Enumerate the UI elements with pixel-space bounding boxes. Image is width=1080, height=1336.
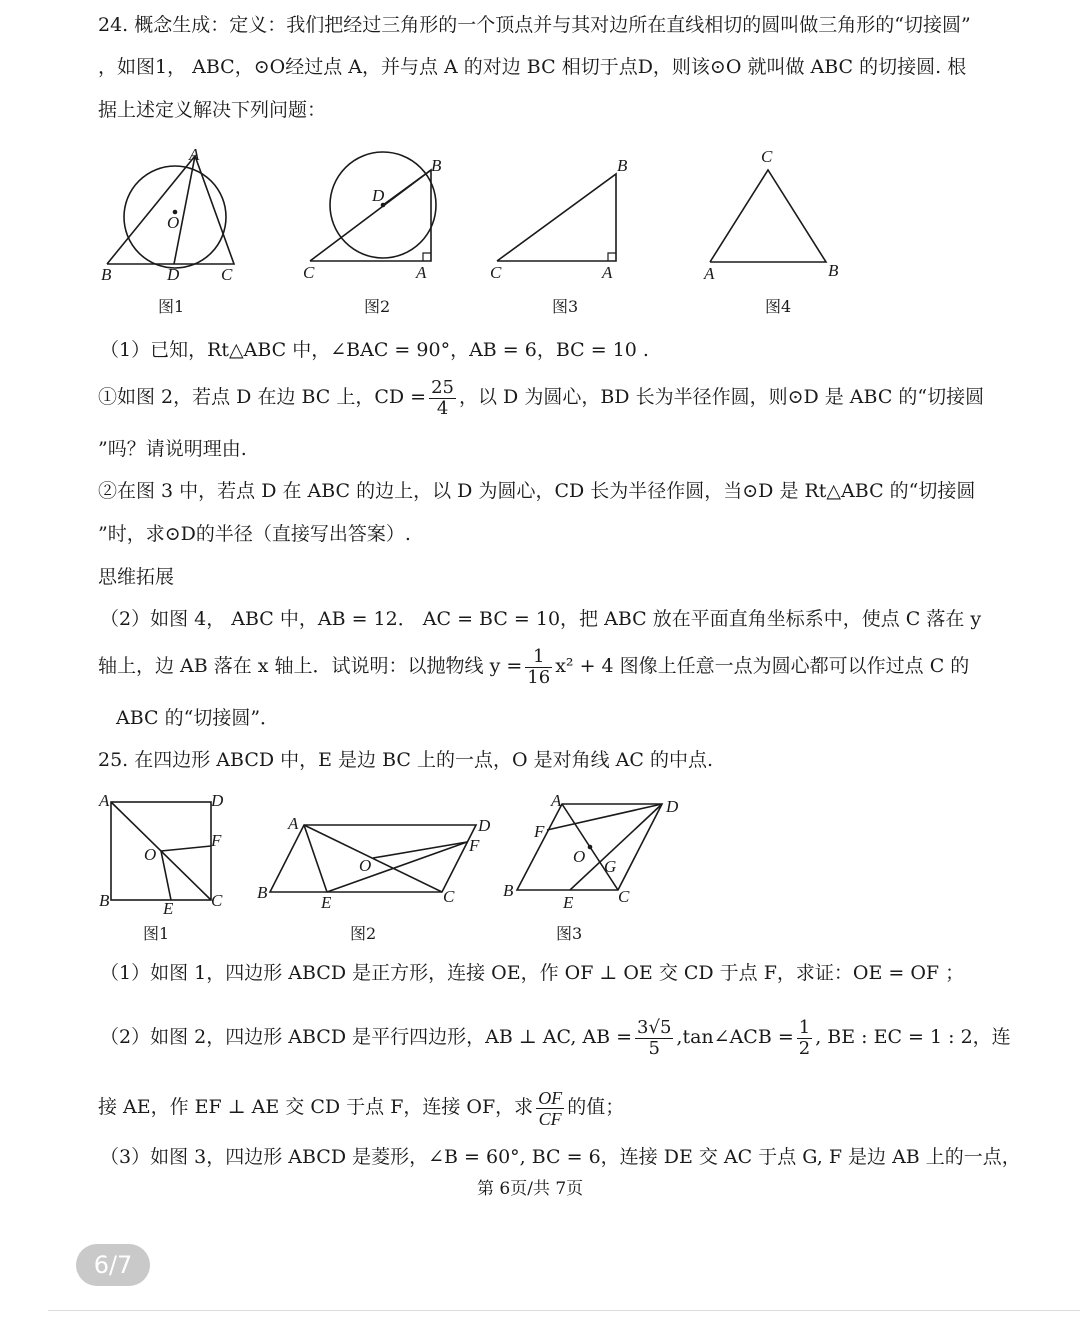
q25-fig3-caption: 图3 xyxy=(556,924,583,943)
q24-fig1-caption: 图1 xyxy=(158,297,185,316)
label-b: B xyxy=(617,156,628,175)
q24-part1a-post: ，以 D 为圆心，BD 长为半径作圆，则⊙D 是 ABC 的“切接圆 xyxy=(459,386,985,408)
label-e: E xyxy=(563,893,574,912)
bottom-divider xyxy=(48,1310,1080,1311)
q24-fig4-caption: 图4 xyxy=(765,297,792,316)
fraction-1-16: $\frac{1}{16}$ xyxy=(527,645,551,688)
label-a: A xyxy=(288,814,299,833)
label-a: A xyxy=(416,263,427,282)
label-o: O xyxy=(359,856,372,875)
label-a: A xyxy=(189,145,200,164)
section-heading: 思维拓展 xyxy=(98,566,175,588)
q25-part2: （2）如图 2，四边形 ABCD 是平行四边形，AB ⊥ AC, AB = $\frac{3√5}{5}$ ,tan∠ACB = $\frac{1}{2}$ , BE : EC = 1 : 2，连 xyxy=(100,1016,1011,1059)
label-c: C xyxy=(443,887,455,906)
label-b: B xyxy=(828,261,839,280)
label-c: C xyxy=(303,263,315,282)
label-o: O xyxy=(167,213,180,232)
label-d: D xyxy=(666,797,679,816)
label-a: A xyxy=(602,263,613,282)
label-c: C xyxy=(490,263,502,282)
q24-line3: 据上述定义解决下列问题： xyxy=(98,99,327,121)
q24-figure-3 xyxy=(485,155,635,290)
label-b: B xyxy=(431,156,442,175)
q24-part2-end: ABC 的“切接圆”． xyxy=(116,707,280,729)
fraction-1-2: $\frac{1}{2}$ xyxy=(798,1016,811,1059)
page-footer: 第 6页/共 7页 xyxy=(477,1179,584,1199)
label-a: A xyxy=(704,264,715,283)
label-e: E xyxy=(163,899,174,918)
q24-line2: ，如图1， ABC，⊙O经过点 A，并与点 A 的对边 BC 相切于点D，则该⊙O 就叫做 ABC 的切接圆. 根 xyxy=(98,56,967,78)
label-a: A xyxy=(99,791,110,810)
label-g: G xyxy=(604,857,617,876)
label-d: D xyxy=(211,791,224,810)
q24-part1: （1）已知，Rt△ABC 中，∠BAC = 90°，AB = 6，BC = 10 . xyxy=(100,339,649,361)
fraction-3root5-5: $\frac{3√5}{5}$ xyxy=(637,1016,672,1059)
label-e: E xyxy=(321,893,332,912)
label-b: B xyxy=(101,265,112,284)
label-c: C xyxy=(221,265,233,284)
q25-fig1-caption: 图1 xyxy=(143,924,170,943)
label-f: F xyxy=(469,836,480,855)
q25-figure-3 xyxy=(500,790,690,915)
q25-intro: 25. 在四边形 ABCD 中，E 是边 BC 上的一点，O 是对角线 AC 的中点. xyxy=(98,749,713,771)
q24-part1b-cont: ”时，求⊙D的半径（直接写出答案）. xyxy=(98,523,411,545)
q25-figure-1 xyxy=(95,790,235,920)
q25-part1: （1）如图 1，四边形 ABCD 是正方形，连接 OE，作 OF ⊥ OE 交 CD 于点 F，求证：OE = OF ； xyxy=(100,962,965,984)
page-indicator-badge: 6/7 xyxy=(76,1244,150,1286)
q24-part1a-pre: ①如图 2，若点 D 在边 BC 上，CD = xyxy=(98,386,427,408)
fraction-of-cf: $\frac{OF}{CF}$ xyxy=(538,1087,563,1129)
q24-part2: （2）如图 4， ABC 中，AB = 12． AC = BC = 10，把 ABC 放在平面直角坐标系中，使点 C 落在 y xyxy=(100,608,982,630)
label-c: C xyxy=(618,887,630,906)
label-d: D xyxy=(372,186,385,205)
q24-fig3-caption: 图3 xyxy=(552,297,579,316)
q24-figure-4 xyxy=(700,145,850,290)
label-o: O xyxy=(573,847,586,866)
label-f: F xyxy=(211,831,222,850)
q25-fig2-caption: 图2 xyxy=(350,924,377,943)
fraction-25-4: $\frac{25}{4}$ xyxy=(431,376,455,419)
q24-fig2-caption: 图2 xyxy=(364,297,391,316)
label-f: F xyxy=(534,822,545,841)
label-c: C xyxy=(211,891,223,910)
label-a: A xyxy=(551,791,562,810)
label-b: B xyxy=(99,891,110,910)
q24-part1a xyxy=(98,373,984,421)
label-b: B xyxy=(503,881,514,900)
q25-part3: （3）如图 3，四边形 ABCD 是菱形，∠B = 60°, BC = 6，连接 DE 交 AC 于点 G, F 是边 AB 上的一点， xyxy=(100,1146,1021,1168)
q25-part2-line2: 接 AE，作 EF ⊥ AE 交 CD 于点 F，连接 OF，求 $\frac{OF}{CF}$ 的值； xyxy=(98,1087,625,1129)
q24-part1b: ②在图 3 中，若点 D 在 ABC 的边上，以 D 为圆心，CD 长为半径作圆，当⊙D 是 Rt△ABC 的“切接圆 xyxy=(98,480,976,502)
q25-figure-2 xyxy=(255,810,495,915)
label-c: C xyxy=(761,147,773,166)
q24-part2-line2: 轴上，边 AB 落在 x 轴上．试说明：以抛物线 y = $\frac{1}{16}$ x² + 4 图像上任意一点为圆心都可以作过点 C 的 xyxy=(98,645,970,688)
q24-line1: 24. 概念生成：定义：我们把经过三角形的一个顶点并与其对边所在直线相切的圆叫做三角形的“切接圆” xyxy=(98,14,971,36)
label-d: D xyxy=(167,265,180,284)
q24-figure-2 xyxy=(300,150,460,290)
q24-figure-1 xyxy=(95,140,255,290)
label-o: O xyxy=(144,845,157,864)
label-b: B xyxy=(257,883,268,902)
label-d: D xyxy=(478,816,491,835)
q24-part1a-cont: ”吗？请说明理由. xyxy=(98,438,247,460)
